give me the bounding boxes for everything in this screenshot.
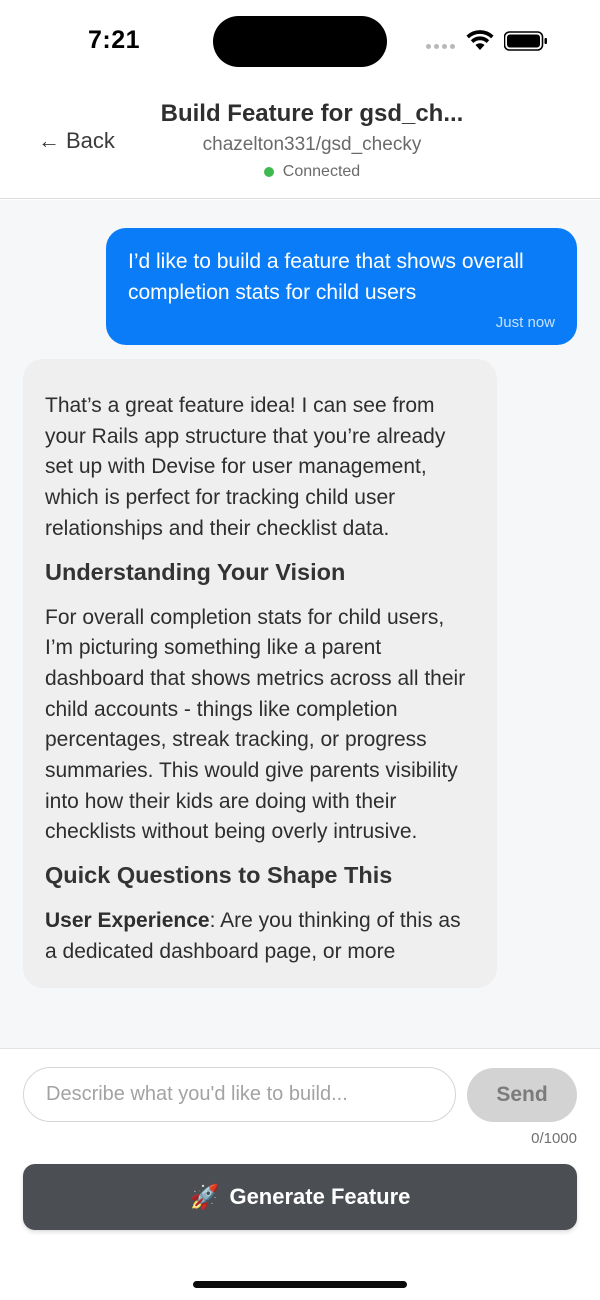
home-indicator[interactable]	[193, 1281, 407, 1288]
question-label: User Experience	[45, 909, 210, 933]
app-header	[0, 82, 600, 199]
wifi-icon	[466, 30, 494, 52]
question-text: : Are you thinking of this as a dedicated dashboard page, or more	[45, 909, 461, 963]
page-title: Build Feature for gsd_ch...	[160, 100, 464, 127]
dynamic-island	[213, 16, 387, 67]
assistant-paragraph: For overall completion stats for child users, I’m picturing something like a parent dashboard that shows metrics across all their child accounts - things like completion percentages, streak tracking, or progress summaries. This would give parents visibility into how their kids are doing with their checklists without being overly intrusive.	[45, 605, 466, 844]
repo-name: chazelton331/gsd_checky	[202, 134, 422, 155]
assistant-intro-text: That’s a great feature idea! I can see from your Rails app structure that you’re already set up with Devise for user management, which is perfect for tracking child user relationships and their checklist data.	[45, 394, 446, 540]
user-message-text: I’d like to build a feature that shows overall completion stats for child users	[128, 250, 524, 304]
assistant-heading: Quick Questions to Shape This	[45, 862, 393, 889]
status-dot-icon	[264, 167, 274, 177]
connection-label: Connected	[282, 163, 361, 180]
generate-feature-label: Generate Feature	[229, 1184, 411, 1209]
cellular-signal-icon	[426, 44, 455, 49]
composer	[0, 1048, 600, 1252]
connection-status	[0, 163, 600, 181]
message-timestamp: Just now	[495, 314, 555, 331]
back-label: Back	[66, 128, 115, 153]
generate-feature-button[interactable]	[23, 1164, 577, 1230]
home-indicator-area	[0, 1252, 600, 1300]
back-arrow-icon: ←	[38, 128, 60, 153]
user-message-bubble	[106, 228, 577, 345]
status-bar	[0, 0, 600, 82]
message-input[interactable]	[23, 1067, 456, 1122]
assistant-message-bubble	[23, 359, 497, 988]
rocket-icon: 🚀	[189, 1183, 220, 1211]
chat-area[interactable]	[0, 200, 600, 1048]
status-time: 7:21	[88, 26, 141, 54]
assistant-heading: Understanding Your Vision	[45, 558, 346, 585]
send-button[interactable]: Send	[467, 1068, 577, 1122]
assistant-question	[45, 906, 475, 967]
character-counter: 0/1000	[531, 1130, 577, 1147]
battery-icon	[504, 31, 548, 51]
